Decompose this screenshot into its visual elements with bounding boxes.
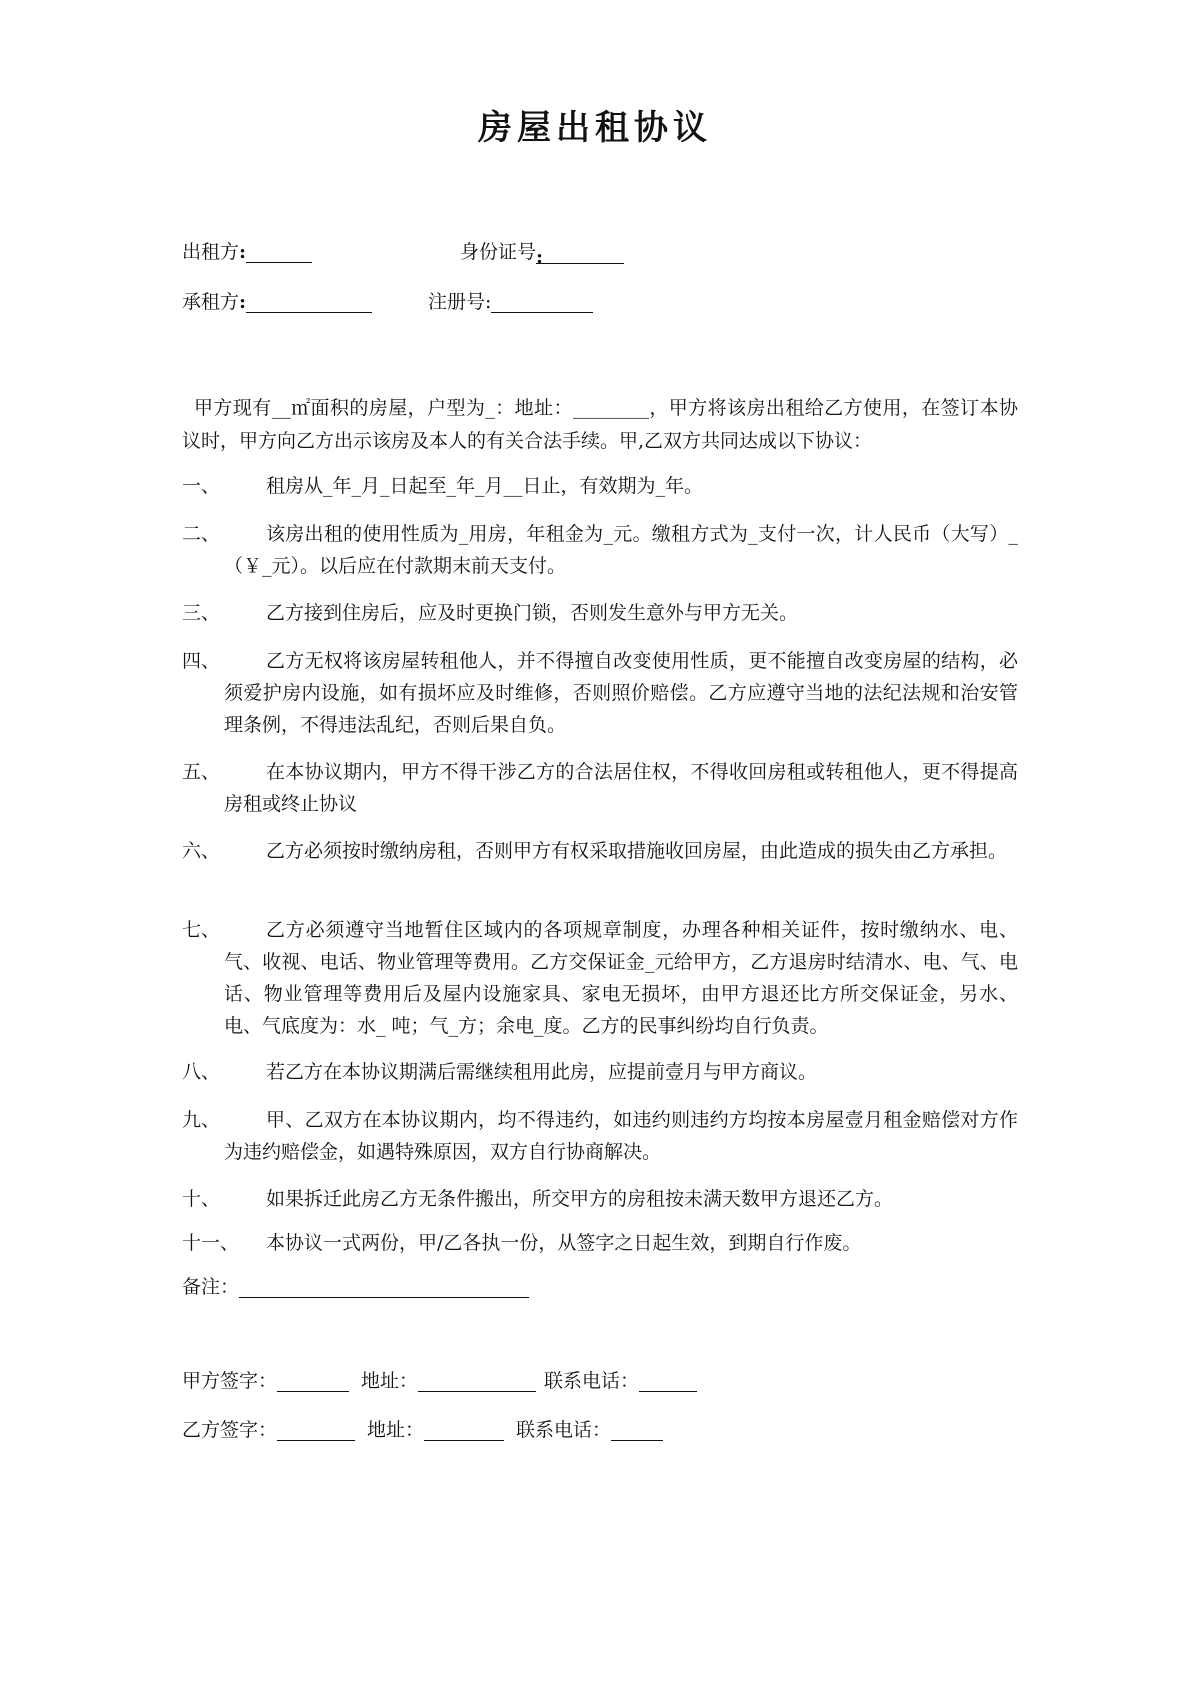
id-field (460, 238, 624, 266)
party-b-sign-label: 乙方签字： (182, 1419, 278, 1441)
party-a-phone-blank[interactable] (639, 1371, 697, 1392)
lessee-field (182, 288, 372, 316)
lessee-colon: : (239, 291, 247, 313)
clause-text: 如果拆迁此房乙方无条件搬出，所交甲方的房租按未满天数甲方退还乙方。 (266, 1188, 894, 1210)
clause-9 (182, 1104, 1018, 1168)
clause-number: 七、 (182, 919, 221, 941)
clause-number: 十、 (182, 1188, 221, 1210)
clause-8 (182, 1056, 1018, 1088)
clause-text: 甲、乙双方在本协议期内，均不得违约，如违约则违约方均按本房屋壹月租金赔偿对方作为违约赔偿金，如遇特殊原因，双方自行协商解决。 (224, 1109, 1018, 1163)
reg-field (428, 288, 593, 316)
party-b-address-label: 地址： (367, 1419, 425, 1441)
clause-number: 九、 (182, 1109, 221, 1131)
remark-row (182, 1271, 529, 1303)
clause-number: 八、 (182, 1061, 221, 1083)
party-a-phone-label: 联系电话： (544, 1370, 640, 1392)
clause-number: 二、 (182, 523, 221, 545)
id-blank[interactable] (536, 243, 624, 268)
clause-7 (182, 914, 1018, 1042)
document-title: 房屋出租协议 (478, 108, 712, 148)
party-b-address-blank[interactable] (424, 1420, 504, 1441)
clause-1 (182, 470, 1018, 502)
clause-text: 乙方必须按时缴纳房租，否则甲方有权采取措施收回房屋，由此造成的损失由乙方承担。 (266, 840, 1008, 862)
remark-blank[interactable] (239, 1277, 529, 1298)
party-b-signature-row (182, 1414, 663, 1446)
clause-text: 在本协议期内，甲方不得干涉乙方的合法居住权，不得收回房租或转租他人，更不得提高房租或终止协议 (224, 761, 1018, 815)
clause-text: 乙方无权将该房屋转租他人，并不得擅自改变使用性质，更不能擅自改变房屋的结构，必须爱护房内设施，如有损坏应及时维修，否则照价赔偿。乙方应遵守当地的法纪法规和治安管理条例，不得违法乱纪，否则后果自负。 (224, 650, 1018, 736)
clause-text: 若乙方在本协议期满后需继续租用此房，应提前壹月与甲方商议。 (266, 1061, 818, 1083)
lessor-field (182, 238, 312, 266)
clause-number: 四、 (182, 650, 221, 672)
lessor-colon: : (239, 241, 247, 263)
lessee-label: 承租方 (182, 291, 240, 313)
party-b-phone-blank[interactable] (611, 1420, 663, 1441)
clause-text: 乙方必须遵守当地暂住区域内的各项规章制度，办理各种相关证件，按时缴纳水、电、气、收视、电话、物业管理等费用。乙方交保证金_元给甲方，乙方退房时结清水、电、气、电话、物业管理等费用后及屋内设施家具、家电无损坏，由甲方退还比方所交保证金，另水、电、气底度为：水_ 吨；气_方；余电_度。乙方的民事纠纷均自行负责。 (224, 919, 1018, 1037)
lessee-blank[interactable] (246, 292, 372, 313)
clause-4 (182, 645, 1018, 741)
clause-3 (182, 597, 1018, 629)
party-a-sign-label: 甲方签字： (182, 1370, 278, 1392)
party-a-signature-row (182, 1365, 697, 1397)
clause-6 (182, 835, 1018, 867)
clause-2 (182, 518, 1018, 582)
clause-text: 该房出租的使用性质为_用房，年租金为_元。缴租方式为_支付一次，计人民币（大写）_（￥_元）。以后应在付款期末前天支付。 (224, 523, 1018, 577)
clause-11 (182, 1227, 1018, 1259)
intro-paragraph: 甲方现有__㎡面积的房屋，户型为_：地址：________，甲方将该房出租给乙方使用，在签订本协议时，甲方向乙方出示该房及本人的有关合法手续。甲,乙双方共同达成以下协议： (182, 397, 1018, 452)
clause-number: 一、 (182, 475, 221, 497)
clause-number: 五、 (182, 761, 221, 783)
party-a-sign-blank[interactable] (277, 1371, 349, 1392)
party-b-phone-label: 联系电话： (516, 1419, 612, 1441)
clause-text: 本协议一式两份，甲/乙各执一份，从签字之日起生效，到期自行作废。 (266, 1232, 862, 1254)
clause-text: 乙方接到住房后，应及时更换门锁，否则发生意外与甲方无关。 (266, 602, 799, 624)
clause-5 (182, 756, 1018, 820)
clause-number: 六、 (182, 840, 221, 862)
party-b-sign-blank[interactable] (277, 1420, 355, 1441)
party-a-address-label: 地址： (361, 1370, 419, 1392)
clause-10 (182, 1183, 1018, 1215)
id-label: 身份证号 (460, 241, 537, 263)
clause-number: 三、 (182, 602, 221, 624)
clause-number: 十一、 (182, 1232, 240, 1254)
id-colon: : (536, 246, 544, 268)
lessor-blank[interactable] (246, 242, 312, 263)
party-a-address-blank[interactable] (418, 1371, 536, 1392)
lessor-label: 出租方 (182, 241, 240, 263)
clause-text: 租房从_年_月_日起至_年_月__日止，有效期为_年。 (266, 475, 704, 497)
remark-label: 备注： (182, 1276, 240, 1298)
reg-label: 注册号: (428, 291, 492, 313)
reg-blank[interactable] (491, 292, 593, 313)
